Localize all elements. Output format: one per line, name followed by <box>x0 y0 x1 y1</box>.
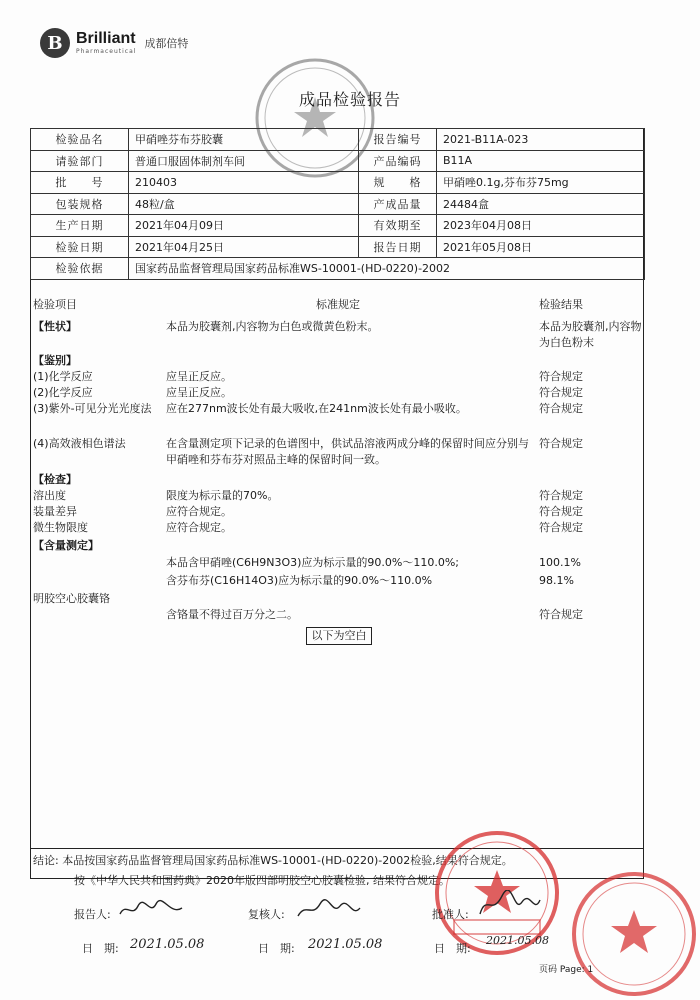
chem-reaction-1-result: 符合规定 <box>539 370 583 383</box>
section-assay: 【含量测定】 <box>33 539 99 552</box>
assay-metronidazole-standard: 本品含甲硝唑(C6H9N3O3)应为标示量的90.0%～110.0%; <box>166 556 460 569</box>
company-name-en: Brilliant <box>76 30 136 47</box>
company-name-cn: 成都倍特 <box>144 37 189 50</box>
appearance-standard: 本品为胶囊剂,内容物为白色或微黄色粉末。 <box>166 320 379 333</box>
info-table <box>30 128 645 280</box>
appearance-result: 本品为胶囊剂,内容物为白色粉末 <box>539 320 642 349</box>
label-production-date: 生产日期 <box>31 215 129 237</box>
fill-variation-result: 符合规定 <box>539 505 583 518</box>
label-batch-no: 批 号 <box>31 172 129 194</box>
hplc-standard: 在含量测定项下记录的色谱图中，供试品溶液两成分峰的保留时间应分别与甲硝唑和芬布芬对照品主峰的保留时间一致。 <box>166 437 529 466</box>
chem-reaction-2-standard: 应呈正反应。 <box>166 386 232 399</box>
assay-fenbufen-result: 98.1% <box>539 574 574 587</box>
label-department: 请验部门 <box>31 150 129 172</box>
batch-no: 210403 <box>129 172 359 194</box>
assay-metronidazole-result: 100.1% <box>539 556 581 569</box>
company-tagline: Pharmaceutical <box>76 48 137 55</box>
conclusion-line-1: 结论: 本品按国家药品监督管理局国家药品标准WS-10001-(HD-0220)-2002检验,结果符合规定。 <box>33 854 513 867</box>
section-identification: 【鉴别】 <box>33 354 77 367</box>
department: 普通口服固体制剂车间 <box>129 150 359 172</box>
label-report-date: 报告日期 <box>359 236 437 258</box>
test-basis: 国家药品监督管理局国家药品标准WS-10001-(HD-0220)-2002 <box>129 258 645 280</box>
section-inspection: 【检查】 <box>33 473 77 486</box>
label-quantity: 产成品量 <box>359 193 437 215</box>
header-standard: 标准规定 <box>316 298 360 311</box>
uv-vis-standard: 应在277nm波长处有最大吸收,在241nm波长处有最小吸收。 <box>166 402 467 415</box>
label-package: 包装规格 <box>31 193 129 215</box>
fill-variation-standard: 应符合规定。 <box>166 505 232 518</box>
chem-reaction-2-result: 符合规定 <box>539 386 583 399</box>
item-chromium: 明胶空心胶囊铬 <box>33 592 110 605</box>
conclusion-line-2: 按《中华人民共和国药典》2020年版四部明胶空心胶囊检验, 结果符合规定。 <box>74 874 450 887</box>
info-row <box>31 236 645 258</box>
date-label-2: 日 期: <box>258 942 295 955</box>
chem-reaction-1-standard: 应呈正反应。 <box>166 370 232 383</box>
item-chem-reaction-2: (2)化学反应 <box>33 386 93 399</box>
item-fill-variation: 装量差异 <box>33 505 77 518</box>
handwritten-date-3: 2021.05.08 <box>486 934 549 947</box>
label-test-date: 检验日期 <box>31 236 129 258</box>
info-row <box>31 129 645 151</box>
handwritten-date-2: 2021.05.08 <box>308 937 383 952</box>
reporter-signature <box>116 898 186 922</box>
reviewer-label: 复核人: <box>248 908 285 921</box>
microbial-limit-result: 符合规定 <box>539 521 583 534</box>
section-appearance: 【性状】 <box>33 320 77 333</box>
info-row <box>31 258 645 280</box>
reporter-label: 报告人: <box>74 908 111 921</box>
logo-mark: B <box>40 28 70 58</box>
approver-signature <box>474 890 544 920</box>
label-test-basis: 检验依据 <box>31 258 129 280</box>
reviewer-signature <box>294 896 364 922</box>
blank-below-note: 以下为空白 <box>306 627 372 645</box>
page-number: 页码 Page: 1 <box>539 965 594 975</box>
info-row <box>31 215 645 237</box>
info-row <box>31 193 645 215</box>
report-title: 成品检验报告 <box>298 90 401 109</box>
assay-fenbufen-standard: 含芬布芬(C16H14O3)应为标示量的90.0%～110.0% <box>166 574 433 587</box>
company-logo <box>40 28 188 58</box>
test-date: 2021年04月25日 <box>129 236 359 258</box>
label-product-code: 产品编码 <box>359 150 437 172</box>
item-hplc: (4)高效液相色谱法 <box>33 437 126 450</box>
date-label-3: 日 期: <box>434 942 471 955</box>
info-row <box>31 172 645 194</box>
quantity: 24484盒 <box>437 193 645 215</box>
item-microbial-limit: 微生物限度 <box>33 521 88 534</box>
product-name: 甲硝唑芬布芬胶囊 <box>129 129 359 151</box>
chromium-result: 符合规定 <box>539 608 583 621</box>
info-row <box>31 150 645 172</box>
specification: 甲硝唑0.1g,芬布芬75mg <box>437 172 645 194</box>
uv-vis-result: 符合规定 <box>539 402 583 415</box>
report-no: 2021-B11A-023 <box>437 129 645 151</box>
label-expiry-date: 有效期至 <box>359 215 437 237</box>
label-product-name: 检验品名 <box>31 129 129 151</box>
hplc-result: 符合规定 <box>539 437 583 450</box>
microbial-limit-standard: 应符合规定。 <box>166 521 232 534</box>
approver-label: 批准人: <box>432 908 469 921</box>
item-dissolution: 溶出度 <box>33 489 66 502</box>
date-label-1: 日 期: <box>82 942 119 955</box>
production-date: 2021年04月09日 <box>129 215 359 237</box>
label-specification: 规 格 <box>359 172 437 194</box>
handwritten-date-1: 2021.05.08 <box>130 937 205 952</box>
product-code: B11A <box>437 150 645 172</box>
label-report-no: 报告编号 <box>359 129 437 151</box>
conclusion-divider <box>30 848 644 849</box>
header-result: 检验结果 <box>539 298 583 311</box>
dissolution-standard: 限度为标示量的70%。 <box>166 489 279 502</box>
chromium-standard: 含铬量不得过百万分之二。 <box>166 608 298 621</box>
item-uv-vis: (3)紫外-可见分光光度法 <box>33 402 152 415</box>
qa-seal-stamp-2 <box>568 868 700 1000</box>
expiry-date: 2023年04月08日 <box>437 215 645 237</box>
package: 48粒/盒 <box>129 193 359 215</box>
report-date: 2021年05月08日 <box>437 236 645 258</box>
dissolution-result: 符合规定 <box>539 489 583 502</box>
item-chem-reaction-1: (1)化学反应 <box>33 370 93 383</box>
header-item: 检验项目 <box>33 298 77 311</box>
